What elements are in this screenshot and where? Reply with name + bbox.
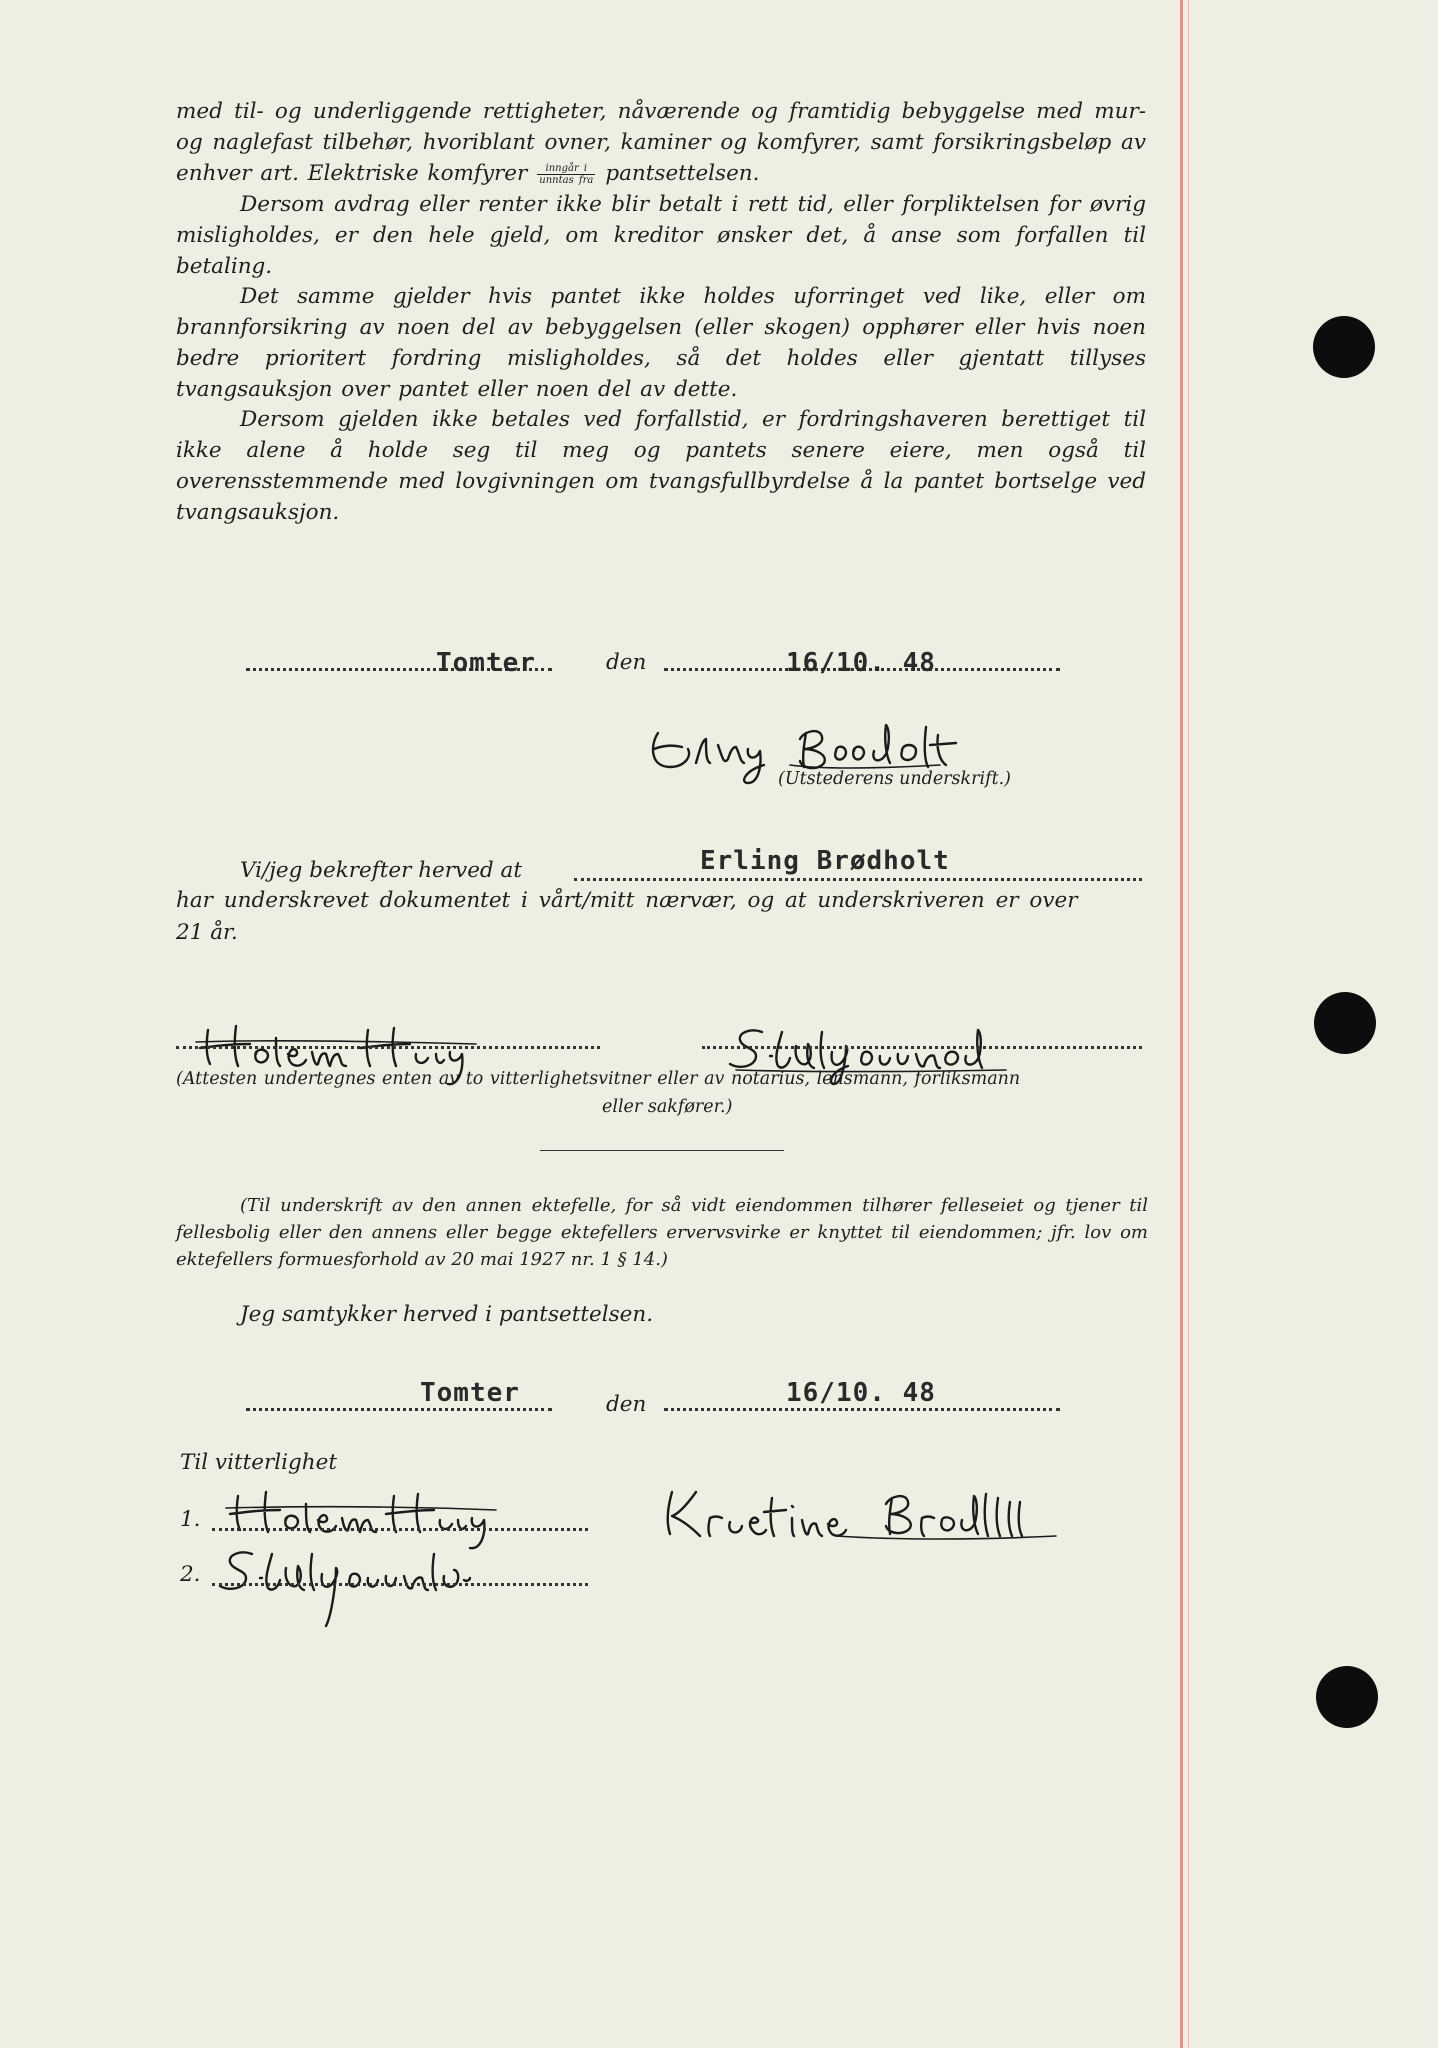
- attest-note-line-2: eller sakfører.): [602, 1097, 733, 1117]
- attest-note-line-1: (Attesten undertegnes enten av to vitterlighetsvitner eller av notarius, lensmann, forliksmann: [176, 1069, 1021, 1089]
- punch-hole-top: [1313, 316, 1375, 378]
- fraction-bottom: unntas fra: [539, 174, 594, 186]
- witness-heading: Til vitterlighet: [180, 1450, 337, 1475]
- issuer-signature-caption: (Utstederens underskrift.): [778, 769, 1011, 789]
- punch-hole-middle: [1314, 992, 1376, 1054]
- consent-date: 16/10. 48: [786, 1378, 936, 1408]
- confirmation-dotted-line: [574, 878, 1142, 881]
- consent-place: Tomter: [420, 1378, 520, 1408]
- confirmation-prefix: Vi/jeg bekrefter herved at: [240, 858, 522, 883]
- paragraph-rights: [176, 96, 1146, 189]
- witness-1-dotted-line: [212, 1528, 588, 1531]
- paragraph-default: Dersom avdrag eller renter ikke blir betalt i rett tid, eller forpliktelsen for øvrig misligholdes, er den hele gjeld, om kreditor ønsker det, å anse som forfallen til betaling.: [176, 192, 1146, 279]
- margin-line-secondary: [1188, 0, 1189, 2048]
- paragraph-rights-text: med til- og underliggende rettigheter, nåværende og framtidig bebyggelse med mur- og naglefast tilbehør, hvoriblant ovner, kaminer og komfyrer, samt forsikringsbeløp av enhver art. Elektriske komfyrer: [176, 99, 1146, 186]
- issuer-place: Tomter: [436, 648, 536, 678]
- witness-right-dotted-line: [702, 1046, 1142, 1049]
- confirmation-line-3: 21 år.: [176, 920, 238, 945]
- paragraph-rights-end: pantsettelsen.: [605, 161, 760, 186]
- paragraph-maintenance: Det samme gjelder hvis pantet ikke holdes uforringet ved like, eller om brannforsikring av noen del av bebyggelsen (eller skogen) opphører eller hvis noen bedre prioritert fordring misligholdes, så det holdes eller gjentatt tillyses tvangsauksjon over pantet eller noen del av dette.: [176, 284, 1146, 402]
- spouse-signature: [656, 1478, 1146, 1548]
- fraction-top: inngår i: [537, 163, 595, 175]
- paragraph-foreclosure: Dersom gjelden ikke betales ved forfallstid, er fordringshaveren berettiget til ikke alene å holde seg til meg og pantets senere eiere, men også til overensstemmende med lovgivningen om tvangsfullbyrdelse å la pantet bortselge ved tvangsauksjon.: [176, 407, 1146, 525]
- consent-place-dotted-line: [246, 1408, 552, 1411]
- issuer-date: 16/10. 48: [786, 648, 936, 678]
- witness-2-dotted-line: [212, 1583, 588, 1586]
- witness-left-dotted-line: [176, 1046, 600, 1049]
- punch-hole-bottom: [1316, 1666, 1378, 1728]
- margin-line: [1180, 0, 1183, 2048]
- spouse-note: (Til underskrift av den annen ektefelle, for så vidt eiendommen tilhører felleseiet og tjener til fellesbolig eller den annens eller begge ektefellers ervervsvirke er knyttet til eiendommen; jfr. lov om ektefellers formuesforhold av 20 mai 1927 nr. 1 § 14.): [176, 1195, 1148, 1270]
- witness-1-number: 1.: [180, 1507, 201, 1532]
- confirmation-line-2: har underskrevet dokumentet i vårt/mitt nærvær, og at underskriveren er over: [176, 888, 1078, 913]
- consent-witness-1-signature: [226, 1480, 506, 1540]
- consent-date-dotted-line: [664, 1408, 1060, 1411]
- consent-text: Jeg samtykker herved i pantsettelsen.: [240, 1302, 654, 1327]
- section-divider: [540, 1150, 784, 1151]
- fraction-choice: [537, 163, 595, 186]
- confirmation-name: Erling Brødholt: [700, 846, 950, 876]
- consent-den-label: den: [606, 1392, 647, 1417]
- issuer-den-label: den: [606, 650, 647, 675]
- witness-2-number: 2.: [180, 1562, 201, 1587]
